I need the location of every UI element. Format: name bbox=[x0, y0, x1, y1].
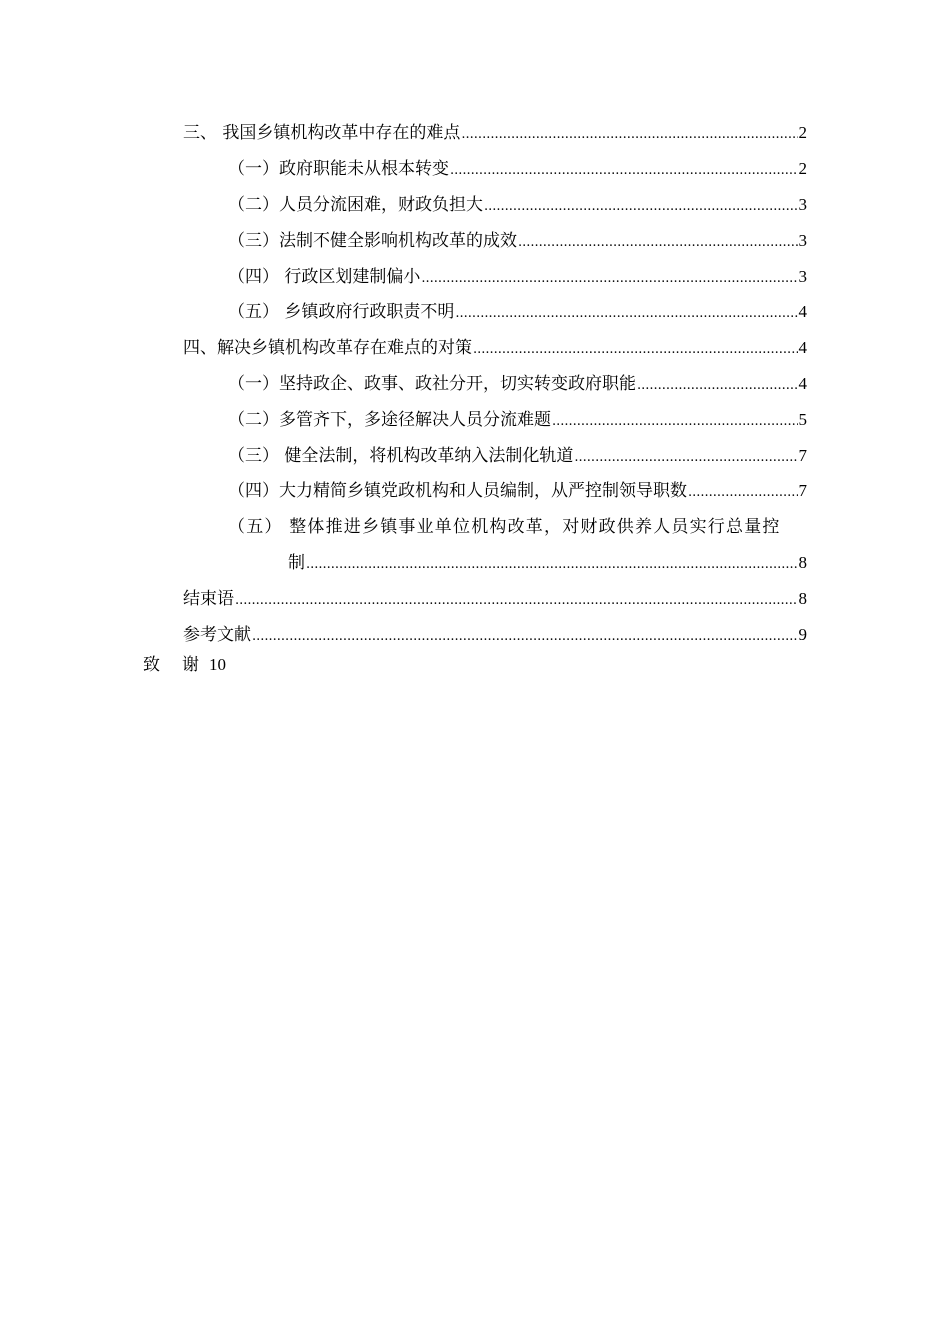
toc-entry-3-1[interactable] bbox=[0, 149, 950, 185]
toc-entry-title: 三、 我国乡镇机构改革中存在的难点 bbox=[183, 123, 461, 144]
toc-entry-title: （五） 乡镇政府行政职责不明 bbox=[228, 302, 455, 323]
toc-entry-title: 四、解决乡镇机构改革存在难点的对策 bbox=[183, 338, 472, 359]
toc-dot-leader bbox=[473, 342, 798, 357]
toc-entry-title: （一）政府职能未从根本转变 bbox=[228, 159, 449, 180]
toc-entry-4-5-line2[interactable] bbox=[0, 543, 950, 579]
toc-entry-title-continued: 制 bbox=[288, 552, 305, 573]
toc-entry-title: （四） 行政区划建制偏小 bbox=[228, 266, 421, 287]
toc-dot-leader bbox=[252, 629, 798, 644]
toc-entry-title: 结束语 bbox=[183, 588, 234, 609]
toc-entry-conclusion[interactable] bbox=[0, 578, 950, 614]
toc-dot-leader bbox=[574, 450, 797, 465]
toc-page-number: 4 bbox=[798, 338, 807, 358]
toc-entry-3-5[interactable] bbox=[0, 292, 950, 328]
ack-char-2: 谢 bbox=[182, 655, 199, 675]
toc-entry-4-2[interactable] bbox=[0, 399, 950, 435]
toc-dot-leader bbox=[306, 557, 798, 572]
toc-dot-leader bbox=[518, 235, 798, 250]
toc-entry-title: （三） 健全法制，将机构改革纳入法制化轨道 bbox=[228, 445, 574, 466]
toc-dot-leader bbox=[552, 414, 798, 429]
toc-entry-4-3[interactable] bbox=[0, 435, 950, 471]
toc-page-number: 2 bbox=[798, 159, 807, 179]
toc-page-number: 8 bbox=[798, 588, 807, 608]
toc-page-number: 7 bbox=[798, 481, 807, 501]
toc-dot-leader bbox=[450, 163, 798, 178]
toc-page-number: 4 bbox=[798, 373, 807, 393]
toc-page-number: 3 bbox=[798, 194, 807, 214]
toc-page-number: 9 bbox=[798, 624, 807, 644]
toc-page-number: 5 bbox=[798, 409, 807, 429]
toc-dot-leader bbox=[421, 271, 797, 286]
toc-entry-title: （二）多管齐下，多途径解决人员分流难题 bbox=[228, 409, 551, 430]
toc-page-number: 8 bbox=[798, 552, 807, 572]
toc-page-number: 7 bbox=[798, 445, 807, 465]
toc-page-number: 3 bbox=[798, 266, 807, 286]
toc-page-number: 10 bbox=[209, 655, 226, 674]
toc-entry-acknowledgement[interactable] bbox=[143, 650, 226, 675]
toc-entry-title: （二）人员分流困难，财政负担大 bbox=[228, 194, 483, 215]
toc-entry-3-3[interactable] bbox=[0, 220, 950, 256]
toc-entry-title: 参考文献 bbox=[183, 624, 251, 645]
toc-dot-leader bbox=[455, 306, 797, 321]
toc-entry-3-2[interactable] bbox=[0, 185, 950, 221]
toc-entry-references[interactable] bbox=[0, 614, 950, 650]
toc-dot-leader bbox=[235, 593, 798, 608]
toc-entry-title: （一）坚持政企、政事、政社分开，切实转变政府职能 bbox=[228, 373, 636, 394]
toc-entry-4-1[interactable] bbox=[0, 364, 950, 400]
toc-entry-section-3[interactable] bbox=[0, 113, 950, 149]
toc-entry-4-4[interactable] bbox=[0, 471, 950, 507]
toc-entry-title: （三）法制不健全影响机构改革的成效 bbox=[228, 230, 517, 251]
toc-page-number: 4 bbox=[798, 302, 807, 322]
toc-entry-4-5-line1[interactable] bbox=[0, 507, 950, 543]
toc-entry-title: （五） 整体推进乡镇事业单位机构改革，对财政供养人员实行总量控 bbox=[228, 517, 781, 538]
toc-dot-leader bbox=[461, 127, 797, 142]
toc-entry-3-4[interactable] bbox=[0, 256, 950, 292]
table-of-contents bbox=[0, 113, 950, 650]
toc-dot-leader bbox=[688, 485, 798, 500]
toc-page-number: 3 bbox=[798, 230, 807, 250]
ack-char-1: 致 bbox=[143, 655, 160, 675]
toc-page-number: 2 bbox=[798, 123, 807, 143]
toc-entry-section-4[interactable] bbox=[0, 328, 950, 364]
toc-dot-leader bbox=[637, 378, 798, 393]
toc-dot-leader bbox=[484, 199, 798, 214]
toc-entry-title: （四）大力精简乡镇党政机构和人员编制，从严控制领导职数 bbox=[228, 481, 687, 502]
